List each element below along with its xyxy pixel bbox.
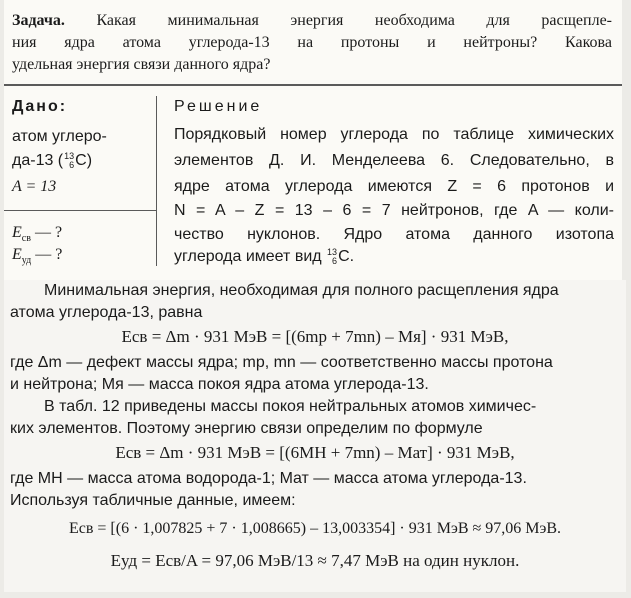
given-mass-number: A = 13 <box>12 178 57 195</box>
p2-line-1: где Δm — дефект массы ядра; mp, mn — соответственно массы протона <box>10 354 553 371</box>
divider-given <box>4 210 156 211</box>
divider-vertical <box>156 96 157 266</box>
problem-line-1: Задача. Какая минимальная энергия необходима для расщепле- <box>12 12 612 29</box>
formula-3: Eсв = [(6 · 1,007825 + 7 · 1,008665) – 13,003354] · 931 МэВ ≈ 97,06 МэВ. <box>68 520 562 537</box>
problem-line-2: ния ядра атома углерода-13 на протоны и нейтроны? Какова <box>12 34 612 51</box>
find-specific-energy: $E_{уд}$ — ? <box>12 246 63 267</box>
p1-line-1: Минимальная энергия, необходимая для полного расщепления ядра <box>44 282 559 299</box>
solution-body <box>4 280 626 592</box>
p3-line-1: В табл. 12 приведены массы покоя нейтральных атомов химичес- <box>44 398 537 415</box>
find-binding-energy: $E_{св}$ — ? <box>12 224 63 245</box>
divider-top <box>4 84 622 86</box>
solution-title: Решение <box>174 98 263 115</box>
solution-line-3: ядре атома углерода имеются Z = 6 протонов и <box>174 178 614 195</box>
solution-line-1: Порядковый номер углерода по таблице химических <box>174 126 614 143</box>
p2-line-2: и нейтрона; Mя — масса покоя ядра атома углерода-13. <box>10 376 429 393</box>
solution-line-5: чество нуклонов. Ядро атома данного изотопа <box>174 226 614 243</box>
problem-label: Задача. <box>12 12 65 29</box>
given-atom-line1: атом углеро- <box>12 128 107 145</box>
given-title: Дано: <box>12 98 68 115</box>
problem-box <box>4 0 622 280</box>
p1-line-2: атома углерода-13, равна <box>10 304 203 321</box>
given-atom-line2: да-13 ( 13 6 C) <box>12 150 93 170</box>
solution-line-2: элементов Д. И. Менделеева 6. Следовательно, в <box>174 152 614 169</box>
formula-1: Eсв = Δm · 931 МэВ = [(6mp + 7mn) – Mя] · 931 МэВ, <box>121 327 509 346</box>
solution-line-6: углерода имеет вид 13 6 C. <box>174 246 355 266</box>
problem-line-3: удельная энергия связи данного ядра? <box>12 56 271 73</box>
solution-isotope: 13 6 <box>327 246 338 266</box>
formula-2: Eсв = Δm · 931 МэВ = [(6MH + 7mn) – Mат] · 931 МэВ, <box>115 443 515 462</box>
given-isotope: 13 6 <box>64 150 75 170</box>
p4-line-2: Используя табличные данные, имеем: <box>10 492 296 509</box>
p3-line-2: ких элементов. Поэтому энергию связи определим по формуле <box>10 420 483 437</box>
solution-line-4: N = A – Z = 13 – 6 = 7 нейтронов, где A — коли- <box>174 202 614 219</box>
formula-4: Eуд = Eсв/A = 97,06 МэВ/13 ≈ 7,47 МэВ на один нуклон. <box>110 551 520 570</box>
p4-line-1: где MH — масса атома водорода-1; Mат — масса атома углерода-13. <box>10 470 527 487</box>
